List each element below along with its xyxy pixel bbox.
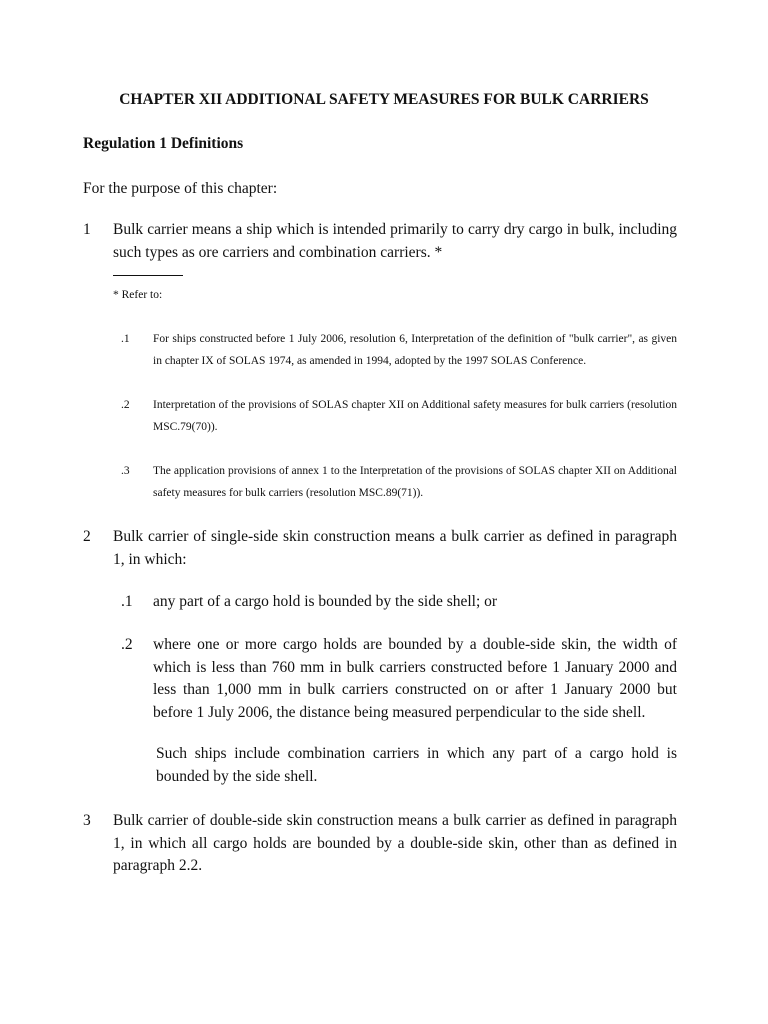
intro-text: For the purpose of this chapter: (83, 180, 278, 197)
footnote-item-number: .1 (121, 333, 130, 345)
footnote-item-number: .2 (121, 399, 130, 411)
footnote-separator (113, 275, 183, 276)
paragraph-number: 3 (83, 812, 91, 829)
paragraph-number: 1 (83, 221, 91, 238)
regulation-heading: Regulation 1 Definitions (83, 135, 244, 152)
paragraph-text: Bulk carrier of double-side skin construction means a bulk carrier as defined in paragraph 1, in which all cargo holds are bounded by a double-side skin, other than as defined in paragraph 2.2. (113, 812, 677, 874)
subitem-number: .1 (121, 593, 133, 610)
footnote-item-text: For ships constructed before 1 July 2006, resolution 6, Interpretation of the definition of "bulk carrier", as given in chapter IX of SOLAS 1974, as amended in 1994, adopted by the 1997 SOLAS Conference. (153, 333, 677, 367)
paragraph-note: Such ships include combination carriers in which any part of a cargo hold is bounded by the side shell. (156, 745, 677, 785)
paragraph-number: 2 (83, 528, 91, 545)
paragraph-text: Bulk carrier means a ship which is intended primarily to carry dry cargo in bulk, including such types as ore carriers and combination carriers. * (113, 221, 677, 261)
subitem-text: any part of a cargo hold is bounded by the side shell; or (153, 593, 498, 610)
footnote-item-text: The application provisions of annex 1 to the Interpretation of the provisions of SOLAS chapter XII on Additional safety measures for bulk carriers (resolution MSC.89(71)). (153, 465, 677, 499)
subitem-number: .2 (121, 636, 133, 653)
paragraph-text: Bulk carrier of single-side skin construction means a bulk carrier as defined in paragraph 1, in which: (113, 528, 677, 568)
subitem-text: where one or more cargo holds are bounded by a double-side skin, the width of which is less than 760 mm in bulk carriers constructed before 1 January 2000 and less than 1,000 mm in bulk carriers constructed on or after 1 January 2000 but before 1 July 2006, the distance being measured perpendicular to the side shell. (153, 636, 677, 721)
footnote-item-number: .3 (121, 465, 130, 477)
footnote-intro: * Refer to: (113, 289, 163, 301)
chapter-title: CHAPTER XII ADDITIONAL SAFETY MEASURES FOR BULK CARRIERS (119, 91, 649, 108)
footnote-item-text: Interpretation of the provisions of SOLAS chapter XII on Additional safety measures for bulk carriers (resolution MSC.79(70)). (153, 399, 677, 433)
